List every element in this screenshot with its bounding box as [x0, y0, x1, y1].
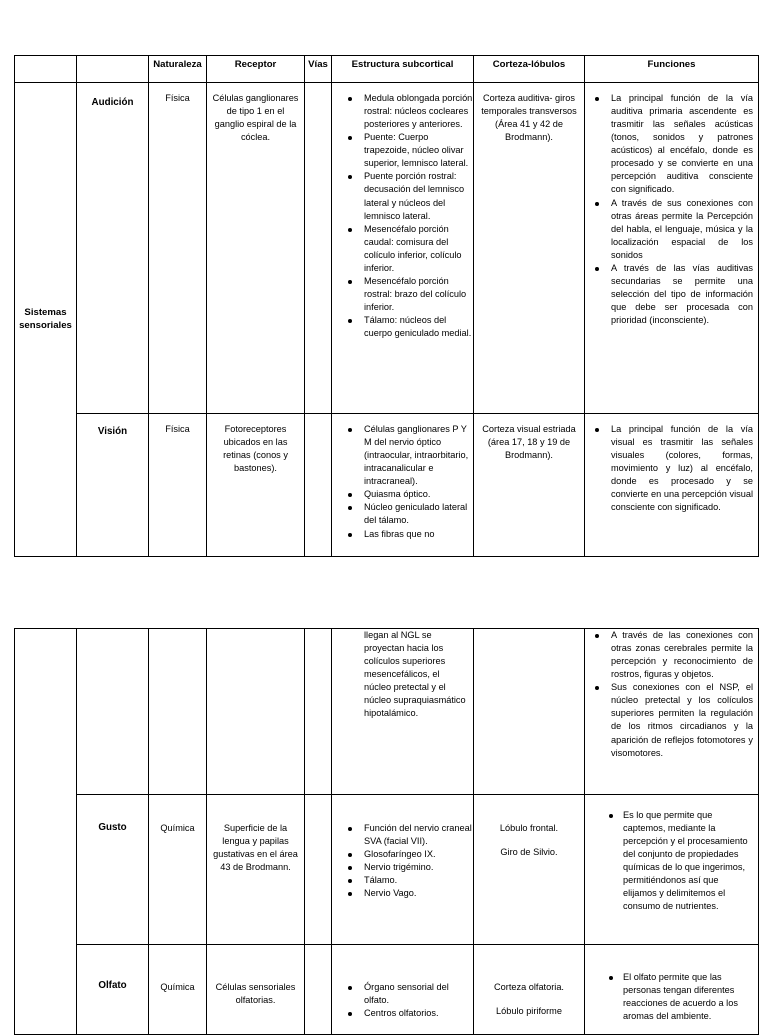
- olfato-receptor: Células sensoriales olfatorias.: [207, 945, 305, 1035]
- audicion-subcortical-item: Mesencéfalo porción caudal: comisura del colículo inferior, colículo inferior.: [364, 223, 473, 275]
- gusto-corteza: [474, 795, 585, 945]
- vision-subcortical-item: Las fibras que no: [364, 528, 473, 541]
- olfato-corteza-2: Lóbulo piriforme: [496, 1006, 562, 1017]
- gusto-receptor: Superficie de la lengua y papilas gustativas en el área 43 de Brodmann.: [207, 795, 305, 945]
- olfato-subcortical: [332, 945, 474, 1035]
- vision-cont-sense: [77, 629, 149, 795]
- olfato-corteza: [474, 945, 585, 1035]
- audicion-subcortical: [332, 83, 474, 414]
- sense-vision: Visión: [77, 414, 149, 557]
- sense-olfato: Olfato: [77, 945, 149, 1035]
- audicion-subcortical-item: Puente porción rostral: decusación del lemnisco lateral y núcleos del lemnisco lateral.: [364, 170, 473, 222]
- vision-subcortical-item: Células ganglionares P Y M del nervio óptico (intraocular, intraorbitario, intracanalicular e intracraneal).: [364, 423, 473, 488]
- gusto-subcortical: [332, 795, 474, 945]
- gusto-corteza-2: Giro de Silvio.: [500, 847, 558, 858]
- audicion-subcortical-item: Mesencéfalo porción rostral: brazo del colículo inferior.: [364, 275, 473, 314]
- vision-cont-naturaleza: [149, 629, 207, 795]
- gusto-subcortical-item: Función del nervio craneal SVA (facial VII).: [364, 822, 473, 848]
- vision-cont-subcortical: [332, 629, 474, 795]
- olfato-funcion-item: El olfato permite que las personas tengan diferentes reacciones de acuerdo a los aromas del ambiente.: [623, 971, 753, 1023]
- system-label-cell-continued: [15, 629, 77, 1035]
- vision-cont-funciones: [585, 629, 759, 795]
- header-funciones: Funciones: [585, 56, 759, 83]
- vision-cont-funcion-item: A través de las conexiones con otras zonas cerebrales permite la percepción y reconocimiento de rostros, figuras y objetos.: [611, 629, 753, 681]
- audicion-subcortical-item: Tálamo: núcleos del cuerpo geniculado medial.: [364, 314, 473, 340]
- system-label-cell: [15, 83, 77, 557]
- vision-funciones: [585, 414, 759, 557]
- vision-cont-vias: [305, 629, 332, 795]
- gusto-subcortical-item: Glosofaríngeo IX.: [364, 848, 473, 861]
- audicion-funcion-item: A través de las vías auditivas secundarias se permite una selección del tipo de información que debe ser procesada con prioridad (inconsciente).: [611, 262, 753, 327]
- header-corteza-lobulos: Corteza-lóbulos: [474, 56, 585, 83]
- gusto-subcortical-item: Tálamo.: [364, 874, 473, 887]
- gusto-corteza-1: Lóbulo frontal.: [499, 823, 559, 833]
- olfato-corteza-1: Corteza olfatoria.: [494, 982, 564, 992]
- system-header-cell: [15, 56, 77, 83]
- vision-subcortical: [332, 414, 474, 557]
- olfato-naturaleza: Química: [149, 945, 207, 1035]
- gusto-naturaleza: Química: [149, 795, 207, 945]
- vision-cont-subcortical-text: llegan al NGL se proyectan hacia los colículos superiores mesencefálicos, el núcleo pretectal y el núcleo supraquiasmático hipotalámico.: [364, 630, 466, 719]
- system-label: Sistemas sensoriales: [19, 306, 72, 331]
- olfato-subcortical-item: Órgano sensorial del olfato.: [364, 981, 473, 1007]
- vision-cont-receptor: [207, 629, 305, 795]
- header-receptor: Receptor: [207, 56, 305, 83]
- header-estructura-subcortical: Estructura subcortical: [332, 56, 474, 83]
- sense-gusto: Gusto: [77, 795, 149, 945]
- vision-corteza: Corteza visual estriada (área 17, 18 y 19 de Brodmann).: [474, 414, 585, 557]
- header-vias: Vías: [305, 56, 332, 83]
- vision-cont-corteza: [474, 629, 585, 795]
- audicion-funciones: [585, 83, 759, 414]
- vision-receptor: Fotoreceptores ubicados en las retinas (conos y bastones).: [207, 414, 305, 557]
- audicion-receptor: Células ganglionares de tipo 1 en el ganglio espiral de la cóclea.: [207, 83, 305, 414]
- sensory-table-part-2: [14, 628, 759, 1035]
- audicion-subcortical-item: Puente: Cuerpo trapezoide, núcleo olivar superior, lemnisco lateral.: [364, 131, 473, 170]
- gusto-funciones: [585, 795, 759, 945]
- vision-subcortical-item: Quiasma óptico.: [364, 488, 473, 501]
- gusto-funcion-item: Es lo que permite que captemos, mediante la percepción y el procesamiento del conjunto de propiedades químicas de lo que ingerimos, permitiéndonos así que elijamos y delimitemos el consumo de nutrientes.: [623, 809, 753, 914]
- audicion-vias: [305, 83, 332, 414]
- audicion-funcion-item: A través de sus conexiones con otras áreas permite la Percepción del habla, el lenguaje, música y la localización espacial de los sonidos: [611, 197, 753, 262]
- olfato-vias: [305, 945, 332, 1035]
- olfato-funciones: [585, 945, 759, 1035]
- vision-funcion-item: La principal función de la vía visual es trasmitir las señales visuales (colores, formas, movimiento y luz) al encéfalo, donde es procesado y se convierte en una percepción visual consciente con significado.: [611, 423, 753, 514]
- gusto-subcortical-item: Nervio Vago.: [364, 887, 473, 900]
- audicion-naturaleza: Física: [149, 83, 207, 414]
- gusto-subcortical-item: Nervio trigémino.: [364, 861, 473, 874]
- olfato-subcortical-item: Centros olfatorios.: [364, 1007, 473, 1020]
- vision-naturaleza: Física: [149, 414, 207, 557]
- audicion-subcortical-item: Medula oblongada porción rostral: núcleos cocleares posteriores y anteriores.: [364, 92, 473, 131]
- vision-subcortical-item: Núcleo geniculado lateral del tálamo.: [364, 501, 473, 527]
- audicion-funcion-item: La principal función de la vía auditiva primaria ascendente es trasmitir las señales acústicas (tonos, sonidos y patrones acústicos) al encéfalo, donde es procesado y se convierte en una percepción auditiva consciente con significado.: [611, 92, 753, 197]
- vision-cont-funcion-item: Sus conexiones con el NSP, el núcleo pretectal y los colículos superiores permiten la regulación de los ritmos circadianos y la aparición de reflejos fotomotores y visomotores.: [611, 681, 753, 759]
- gusto-vias: [305, 795, 332, 945]
- header-naturaleza: Naturaleza: [149, 56, 207, 83]
- sensory-table-part-1: [14, 55, 759, 557]
- audicion-corteza: Corteza auditiva- giros temporales transversos (Área 41 y 42 de Brodmann).: [474, 83, 585, 414]
- sense-header-cell: [77, 56, 149, 83]
- sense-audicion: Audición: [77, 83, 149, 414]
- vision-vias: [305, 414, 332, 557]
